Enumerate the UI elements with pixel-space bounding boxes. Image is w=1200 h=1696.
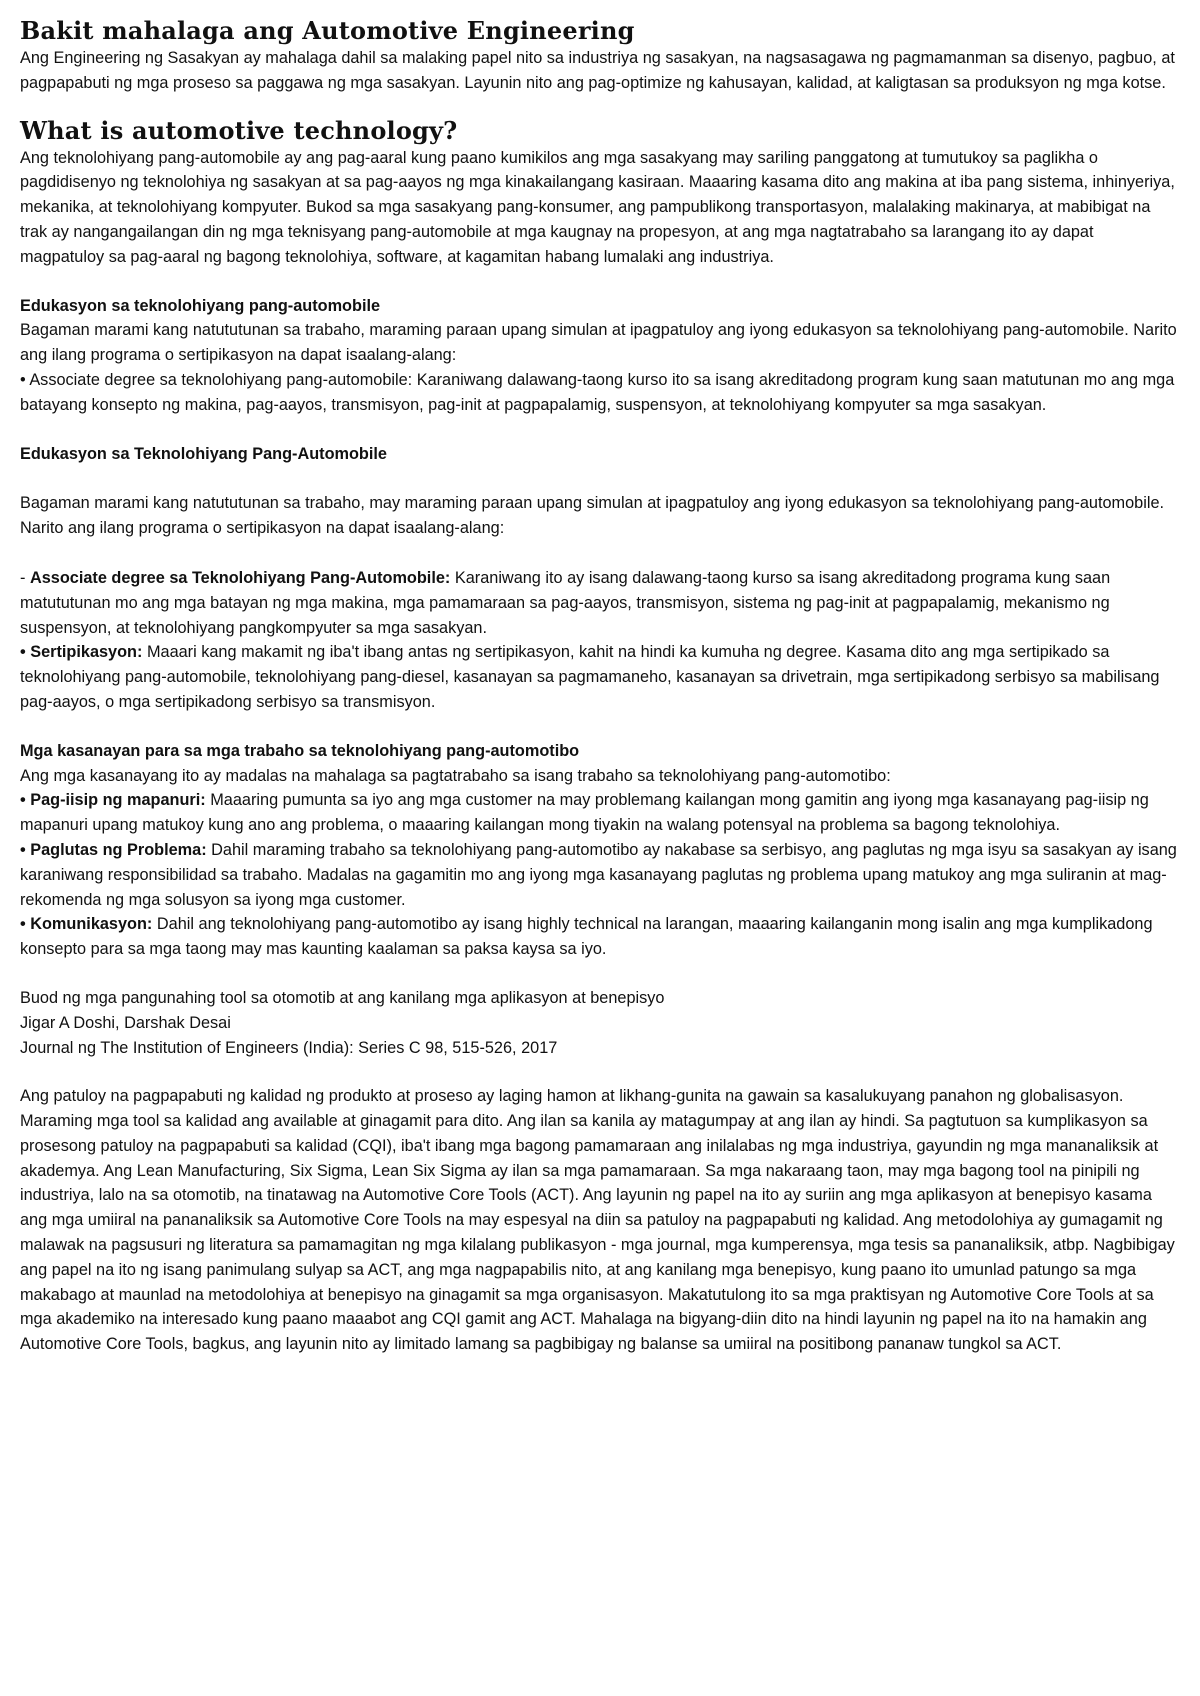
skills-item-problem-solving	[20, 838, 1180, 912]
spacer	[20, 962, 1180, 986]
skills-heading: Mga kasanayan para sa mga trabaho sa teknolohiyang pang-automotibo	[20, 741, 580, 760]
item-text: Maaaring pumunta sa iyo ang mga customer na may problemang kailangan mong gamitin ang iyong mga kasanayang pag-iisip ng mapanuri upang matukoy kung ano ang problema, o maaaring kailangan mong tiyakin na walang potensyal na problema sa bagong teknolohiya.	[20, 791, 1149, 835]
spacer	[20, 270, 1180, 294]
education-bullet-1: • Associate degree sa teknolohiyang pang-automobile: Karaniwang dalawang-taong kurso ito sa isang akreditadong program kung saan matutunan mo ang mga batayang konsepto ng makina, pag-aayos, transmisyon, pag-init at pagpapalamig, suspensyon, at teknolohiyang kompyuter sa mga sasakyan.	[20, 370, 1175, 414]
section-body-automotive-engineering: Ang Engineering ng Sasakyan ay mahalaga dahil sa malaking papel nito sa industriya ng sasakyan, na nagsasagawa ng pagmamanman sa disenyo, pagbuo, at pagpapabuti ng mga proseso sa paggawa ng mga sasakyan. Layunin nito ang pag-optimize ng kahusayan, kalidad, at kaligtasan sa produksyon ng mga kotse.	[20, 49, 1175, 92]
spacer	[20, 466, 1180, 491]
reference-journal: Journal ng The Institution of Engineers (India): Series C 98, 515-526, 2017	[20, 1038, 558, 1057]
item-label: Associate degree sa Teknolohiyang Pang-Automobile:	[29, 568, 451, 587]
item-text: Karaniwang ito ay isang dalawang-taong kurso sa isang akreditadong programa kung saan matututunan mo ang mga batayan ng mga makina, mga pamamaraan sa pag-aayos, transmisyon, sistema ng pag-init at pagpapalamig, mekanismo ng suspensyon, at teknolohiyang pangkompyuter sa mga sasakyan.	[20, 568, 1111, 637]
item-label: • Paglutas ng Problema:	[20, 840, 207, 859]
spacer	[20, 715, 1180, 739]
reference-title: Buod ng mga pangunahing tool sa otomotib at ang kanilang mga aplikasyon at benepisyo	[20, 988, 665, 1007]
education-intro-1: Bagaman marami kang natututunan sa trabaho, maraming paraan upang simulan at ipagpatuloy ang iyong edukasyon sa teknolohiyang pang-automobile. Narito ang ilang programa o sertipikasyon na dapat isaalang-alang:	[20, 321, 1177, 365]
item-label: • Sertipikasyon:	[20, 643, 143, 662]
section-title-automotive-technology: What is automotive technology?	[20, 115, 458, 145]
abstract-body: Ang patuloy na pagpapabuti ng kalidad ng produkto at proseso ay laging hamon at likhang-gunita na gawain sa kasalukuyang panahon ng globalisasyon. Maraming mga tool sa kalidad ang available at ginagamit para dito. Ang ilan sa kanila ay matagumpay at ang ilan ay hindi. Sa pagtutuon sa kumplikasyon sa prosesong patuloy na pagpapabuti sa kalidad (CQI), iba't ibang mga bagong pamamaraan ang inilalabas ng mga industriya, gayundin ng mga mananaliksik at akademya. Ang Lean Manufacturing, Six Sigma, Lean Six Sigma ay ilan sa mga pamamaraan. Sa mga nakaraang taon, may mga bagong tool na pinipili ng industriya, lalo na sa otomotib, na tinatawag na Automotive Core Tools (ACT). Ang layunin ng papel na ito ay suriin ang mga aplikasyon at benepisyo kasama ang mga umiiral na pananaliksik sa Automotive Core Tools na may espesyal na diin sa patuloy na pagpapabuti ng kalidad. Ang metodolohiya ay gumagamit ng malawak na pagsusuri ng literatura sa pamamagitan ng mga kilalang publikasyon - mga journal, mga kumperensya, mga tesis sa pananaliksik, atbp. Nagbibigay ang papel na ito ng isang panimulang sulyap sa ACT, ang mga nagpapabilis nito, at ang kanilang mga benepisyo, kung paano ito umunlad patungo sa mga makabago at maunlad na metodolohiya at benepisyo na ginagamit sa mga organisasyon. Makatutulong ito sa mga praktisyan ng Automotive Core Tools at sa mga akademiko na interesado kung paano maaabot ang CQI gamit ang ACT. Mahalaga na bigyang-diin dito na hindi layunin ng papel na ito na hamakin ang Automotive Core Tools, bagkus, ang layunin nito ay limitado lamang sa pagbibigay ng balanse sa umiiral na positibong pananaw tungkol sa ACT.	[20, 1087, 1175, 1354]
education-heading-1: Edukasyon sa teknolohiyang pang-automobile	[20, 296, 381, 315]
item-label: • Komunikasyon:	[20, 915, 153, 934]
spacer	[20, 418, 1180, 442]
skills-item-critical-thinking	[20, 788, 1180, 838]
spacer	[20, 541, 1180, 566]
spacer	[20, 1060, 1180, 1084]
reference-authors: Jigar A Doshi, Darshak Desai	[20, 1013, 231, 1032]
item-label: • Pag-iisip ng mapanuri:	[20, 791, 206, 810]
item-text: Maaari kang makamit ng iba't ibang antas ng sertipikasyon, kahit na hindi ka kumuha ng degree. Kasama dito ang mga sertipikado sa teknolohiyang pang-automobile, teknolohiyang pang-diesel, kasanayan sa pagmamaneho, kasanayan sa drivetrain, mga sertipikadong serbisyo sa mabilisang pag-aayos, o mga sertipikadong serbisyo sa transmisyon.	[20, 643, 1160, 711]
item-text: Dahil maraming trabaho sa teknolohiyang pang-automotibo ay nakabase sa serbisyo, ang paglutas ng mga isyu sa sasakyan ay isang karaniwang responsibilidad sa trabaho. Madalas na gagamitin mo ang iyong mga kasanayang paglutas ng problema upang matukoy ang mga suliranin at mag-rekomenda ng mga solusyon sa iyong mga customer.	[20, 840, 1177, 909]
skills-intro: Ang mga kasanayang ito ay madalas na mahalaga sa pagtatrabaho sa isang trabaho sa teknolohiyang pang-automotibo:	[20, 766, 891, 785]
item-prefix: -	[20, 568, 30, 587]
education-item-certification	[20, 640, 1180, 714]
item-text: Dahil ang teknolohiyang pang-automotibo ay isang highly technical na larangan, maaaring kailanganin mong isalin ang mga kumplikadong konsepto para sa mga taong may mas kaunting kaalaman sa paksa kaysa sa iyo.	[20, 915, 1153, 959]
section-title-automotive-engineering: Bakit mahalaga ang Automotive Engineering	[20, 16, 635, 45]
skills-item-communication	[20, 912, 1180, 962]
section-body-automotive-technology: Ang teknolohiyang pang-automobile ay ang pag-aaral kung paano kumikilos ang mga sasakyang may sariling panggatong at tumutukoy sa paglikha o pagdidisenyo ng teknolohiya ng sasakyan at sa pag-aayos ng mga kinakailangang kasiraan. Maaaring kasama dito ang makina at iba pang sistema, inhinyeriya, mekanika, at teknolohiyang kompyuter. Bukod sa mga sasakyang pang-konsumer, ang pampublikong transportasyon, malalaking makinarya, at mabibigat na trak ay nangangailangan din ng mga teknisyang pang-automobile at mga kaugnay na propesyon, at ang mga nagtatrabaho sa larangang ito ay dapat magpatuloy sa pag-aaral ng bagong teknolohiya, software, at kagamitan habang lumalaki ang industriya.	[20, 148, 1175, 266]
education-intro-2: Bagaman marami kang natututunan sa trabaho, may maraming paraan upang simulan at ipagpatuloy ang iyong edukasyon sa teknolohiyang pang-automobile. Narito ang ilang programa o sertipikasyon na dapat isaalang-alang:	[20, 494, 1165, 538]
education-heading-2: Edukasyon sa Teknolohiyang Pang-Automobile	[20, 444, 387, 463]
education-item-associate	[20, 566, 1180, 640]
